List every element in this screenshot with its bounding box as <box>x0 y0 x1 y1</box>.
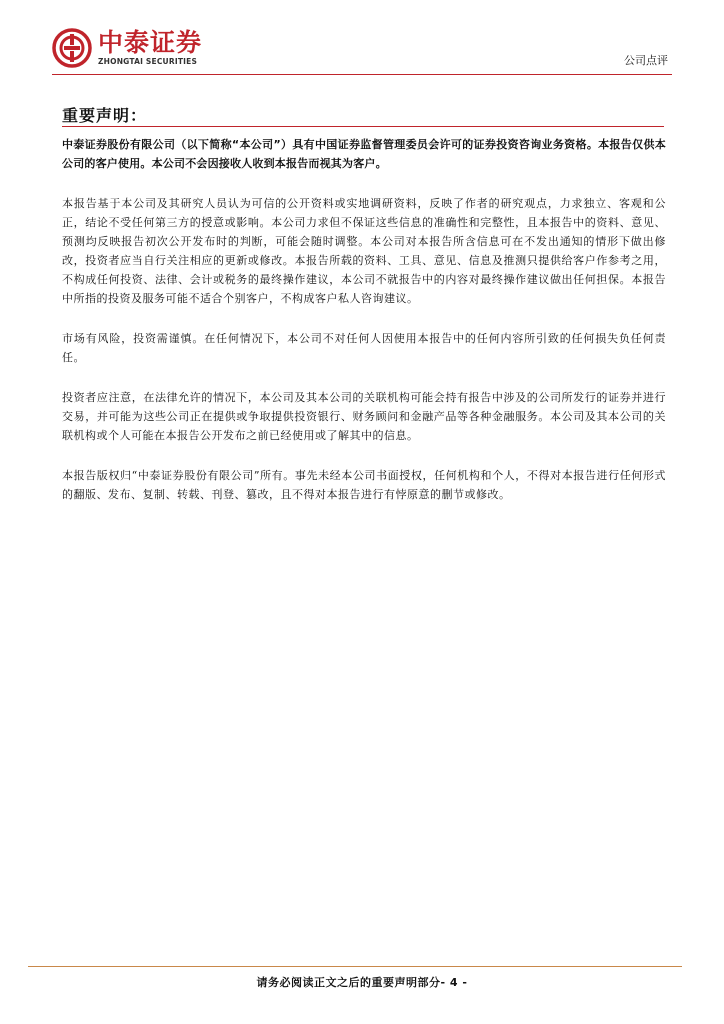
title-divider <box>62 126 664 127</box>
zhongtai-logo-icon <box>52 28 92 68</box>
footer-divider <box>28 966 682 967</box>
disclaimer-paragraph-2: 市场有风险，投资需谨慎。在任何情况下，本公司不对任何人因使用本报告中的任何内容所引致的任何损失负任何责任。 <box>62 332 666 364</box>
disclaimer-paragraph-4: 本报告版权归“中泰证券股份有限公司”所有。事先未经本公司书面授权，任何机构和个人，不得对本报告进行任何形式的翻版、发布、复制、转载、刊登、篡改，且不得对本报告进行有悖原意的删节或修改。 <box>62 469 666 501</box>
page-header <box>0 0 724 80</box>
document-type-label: 公司点评 <box>624 54 668 67</box>
logo-chinese-name: 中泰证券 <box>98 28 203 57</box>
disclaimer-paragraph-1: 本报告基于本公司及其研究人员认为可信的公开资料或实地调研资料，反映了作者的研究观点，力求独立、客观和公正，结论不受任何第三方的授意或影响。本公司力求但不保证这些信息的准确性和完整性，且本报告中的资料、意见、预测均反映报告初次公开发布时的判断，可能会随时调整。本公司对本报告所含信息可在不发出通知的情形下做出修改，投资者应当自行关注相应的更新或修改。本报告所载的资料、工具、意见、信息及推测只提供给客户作参考之用，不构成任何投资、法律、会计或税务的最终操作建议，本公司不就报告中的内容对最终操作建议做出任何担保。本报告中所指的投资及服务可能不适合个别客户，不构成客户私人咨询建议。 <box>62 197 666 305</box>
company-logo <box>52 28 202 68</box>
header-divider <box>52 74 672 75</box>
logo-english-name: ZHONGTAI SECURITIES <box>98 57 198 66</box>
page-title: 重要声明： <box>62 106 148 125</box>
intro-paragraph: 中泰证券股份有限公司（以下简称“本公司”）具有中国证券监督管理委员会许可的证券投资咨询业务资格。本报告仅供本公司的客户使用。本公司不会因接收人收到本报告而视其为客户。 <box>62 138 666 170</box>
disclaimer-body <box>62 135 666 525</box>
page-footer: 请务必阅读正文之后的重要声明部分- 4 - <box>256 976 468 989</box>
disclaimer-paragraph-3: 投资者应注意，在法律允许的情况下，本公司及其本公司的关联机构可能会持有报告中涉及的公司所发行的证券并进行交易，并可能为这些公司正在提供或争取提供投资银行、财务顾问和金融产品等各种金融服务。本公司及其本公司的关联机构或个人可能在本报告公开发布之前已经使用或了解其中的信息。 <box>62 391 666 442</box>
